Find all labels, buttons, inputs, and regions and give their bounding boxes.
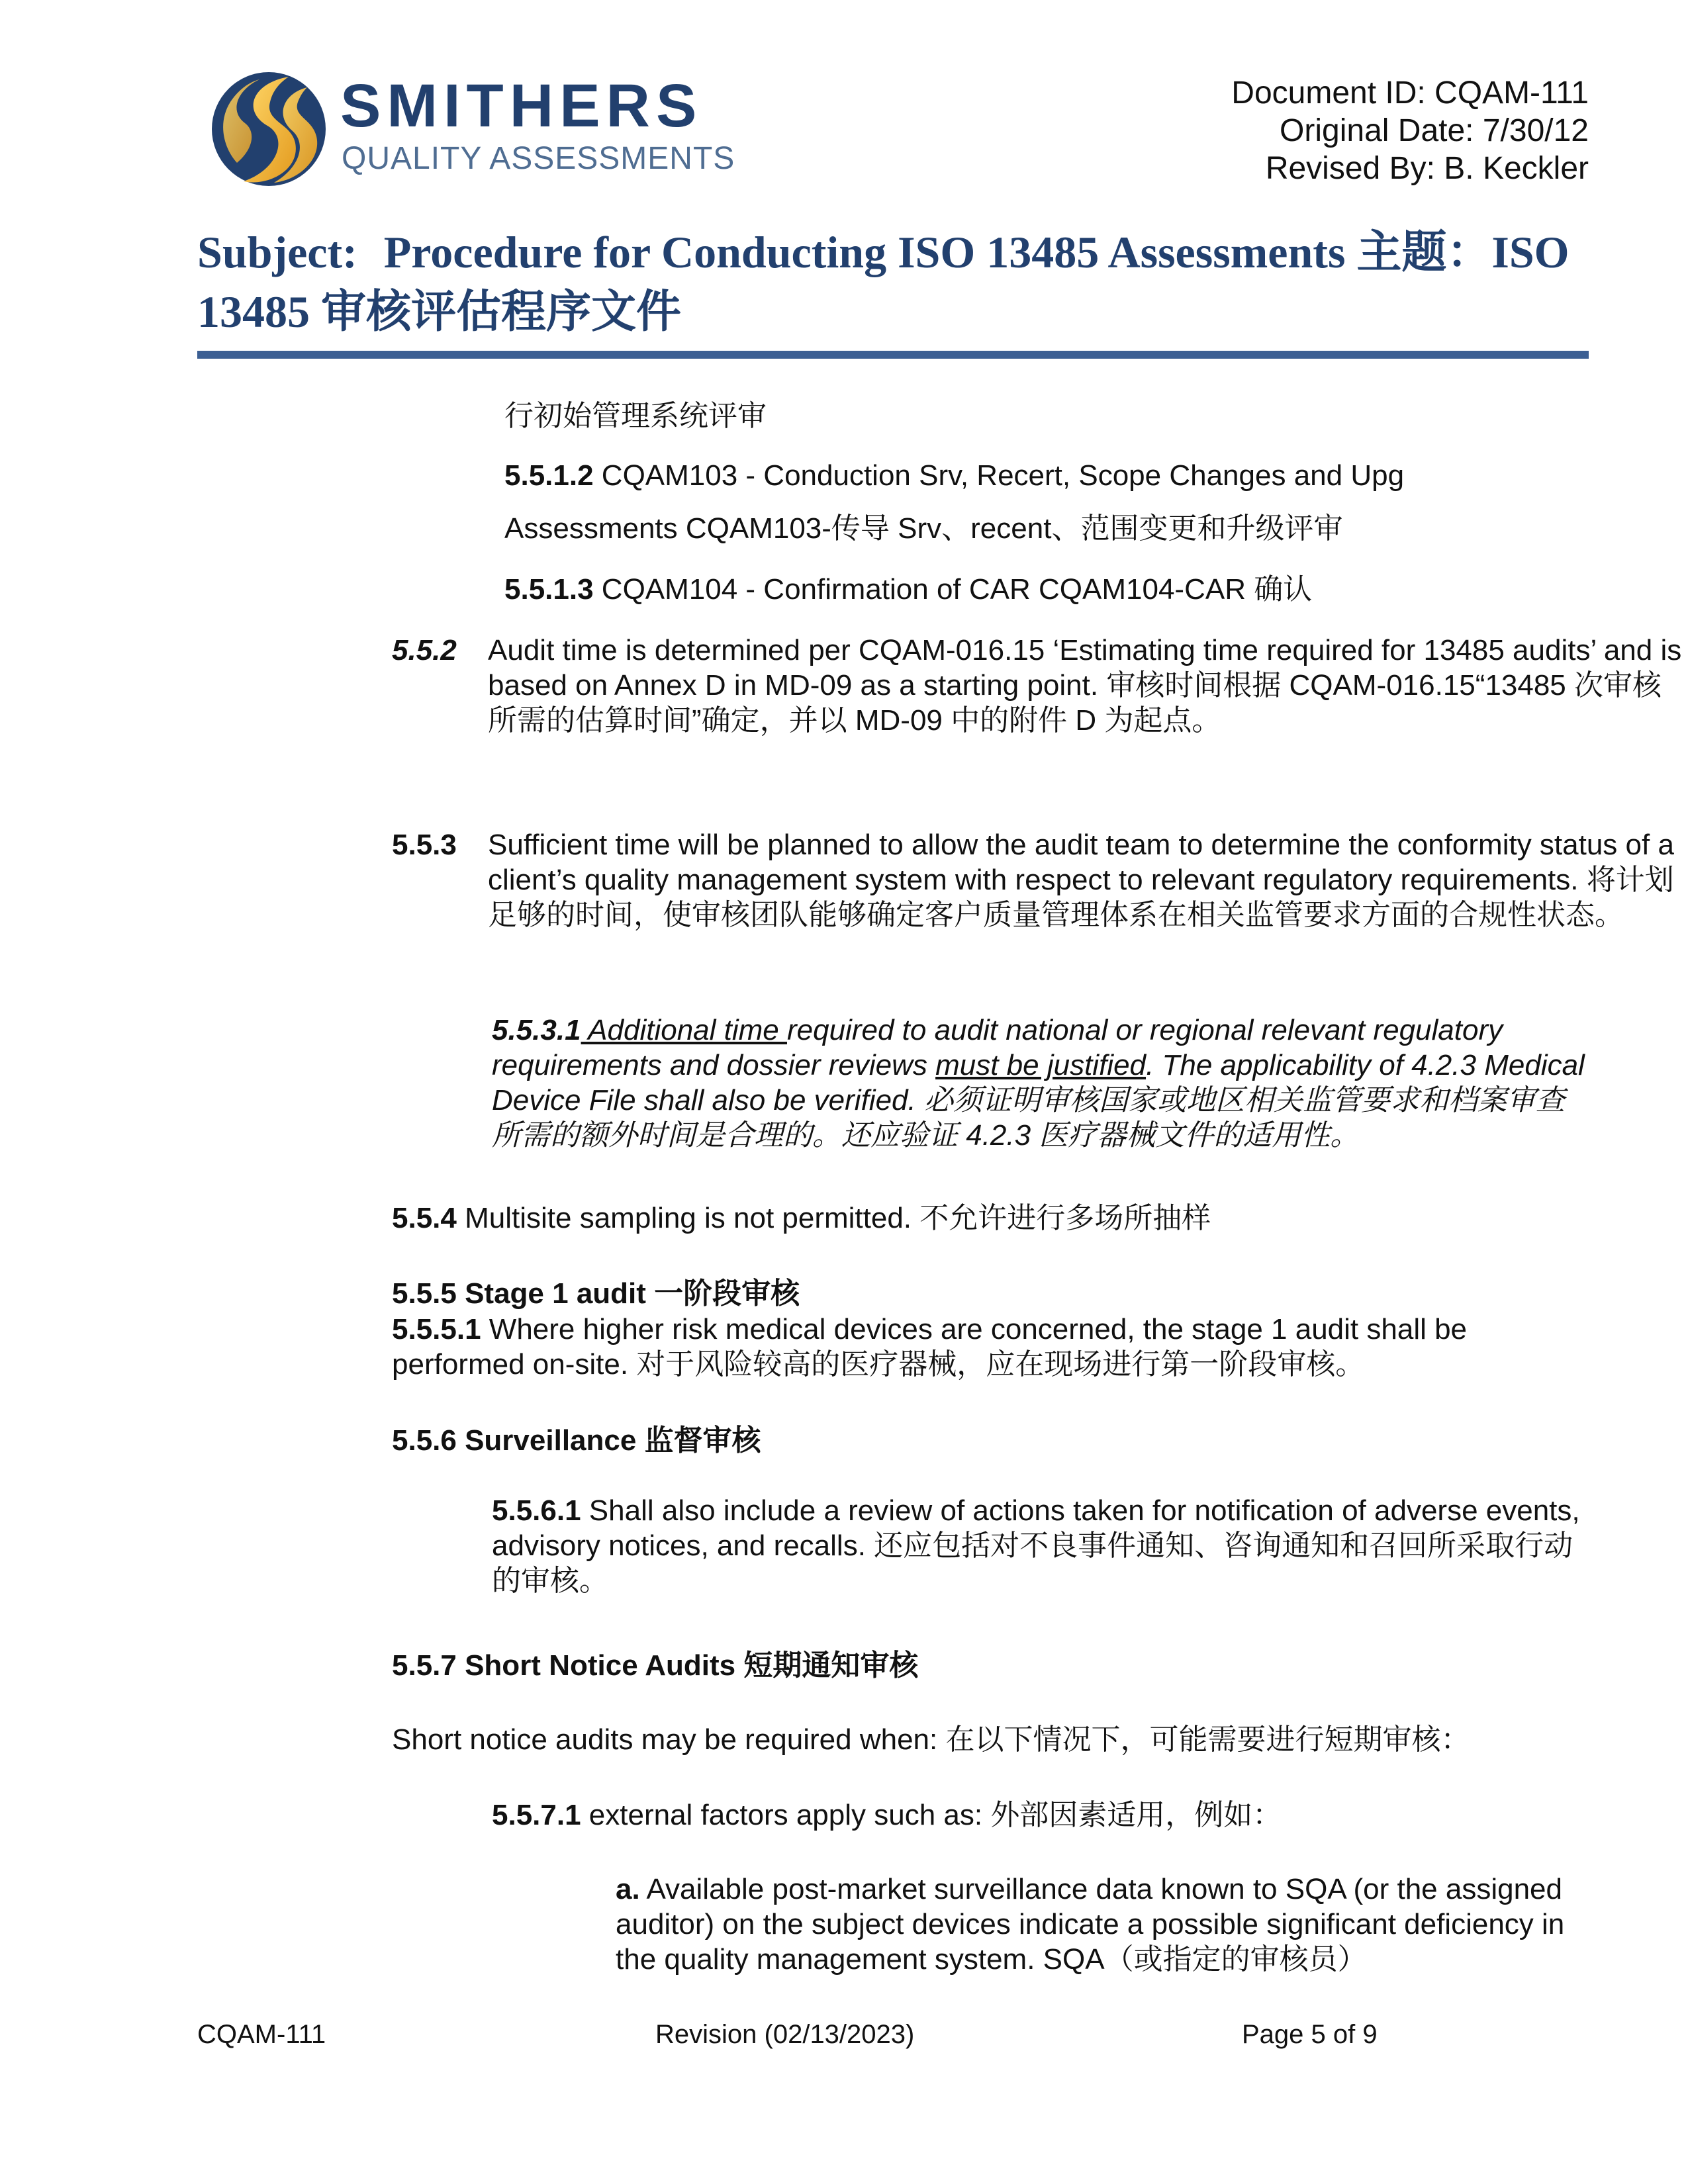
section-5-5-7-heading: 5.5.7 Short Notice Audits 短期通知审核	[392, 1649, 919, 1682]
section-number: 5.5.3.1	[492, 1014, 581, 1046]
logo-name: SMITHERS	[340, 72, 703, 140]
document-meta	[1231, 74, 1589, 187]
section-text: external factors apply such as: 外部因素适用，例如：	[581, 1799, 1282, 1831]
list-item-text: Available post-market surveillance data known to SQA (or the assigned auditor) on the subject devices indicate a possible significant deficiency in the quality management system. SQA（或指定的审核员）	[616, 1873, 1565, 1976]
company-logo	[211, 70, 780, 188]
section-5-5-3-1	[492, 1013, 1591, 1153]
section-5-5-5-1	[392, 1312, 1590, 1382]
footer-page-number: Page 5 of 9	[1242, 2020, 1378, 2049]
list-item-label: a.	[616, 1873, 640, 1905]
section-5-5-4	[392, 1201, 1211, 1236]
section-5-5-2	[392, 633, 1686, 738]
section-5-5-3	[392, 827, 1686, 933]
section-text: Shall also include a review of actions taken for notification of adverse events, advisory notices, and recalls. 还应包括对不良事件通知、咨询通知和召回所采取行动的审核。	[492, 1494, 1580, 1597]
header-divider	[197, 351, 1589, 359]
section-5-5-1-2-line-1	[504, 458, 1404, 493]
section-text: CQAM104 - Confirmation of CAR CQAM104-CAR 确认	[593, 573, 1313, 606]
footer-revision: Revision (02/13/2023)	[655, 2020, 915, 2049]
section-number: 5.5.3	[392, 829, 457, 861]
section-5-5-6-heading: 5.5.6 Surveillance 监督审核	[392, 1424, 761, 1457]
original-date: Original Date: 7/30/12	[1280, 113, 1589, 148]
section-number: 5.5.1.2	[504, 459, 594, 492]
emphasis-additional-time: Additional time	[581, 1014, 787, 1046]
section-5-5-1-3	[504, 572, 1312, 607]
section-number: 5.5.2	[392, 634, 457, 666]
section-5-5-6-1	[492, 1493, 1591, 1598]
section-number: 5.5.6.1	[492, 1494, 581, 1527]
list-item-a	[616, 1872, 1592, 1977]
section-text: Where higher risk medical devices are concerned, the stage 1 audit shall be performed on-site. 对于风险较高的医疗器械，应在现场进行第一阶段审核。	[392, 1313, 1468, 1381]
section-number: 5.5.7.1	[492, 1799, 581, 1831]
subject-label: Subject:	[197, 227, 357, 277]
section-number: 5.5.4	[392, 1202, 457, 1234]
section-number: 5.5.5.1	[392, 1313, 481, 1345]
section-text: required to audit national or regional relevant regulatory requirements and dossier reviews	[492, 1014, 1503, 1081]
section-text: CQAM103 - Conduction Srv, Recert, Scope Changes and Upg	[593, 459, 1405, 492]
section-5-5-7-1	[492, 1797, 1282, 1833]
revised-by: Revised By: B. Keckler	[1265, 151, 1589, 186]
section-5-5-1-2-line-2: Assessments CQAM103-传导 Srv、recent、范围变更和升级评审	[504, 512, 1343, 545]
logo-subtitle: QUALITY ASSESSMENTS	[342, 141, 735, 176]
section-number: 5.5.1.3	[504, 573, 594, 606]
continuation-line: 行初始管理系统评审	[504, 400, 767, 432]
section-text: Sufficient time will be planned to allow the audit team to determine the conformity status of a client’s quality management system with respect to relevant regulatory requirements. 将计划足够的时间，使审核团队能够确定客户质量管理体系在相关监管要求方面的合规性状态。	[488, 829, 1674, 931]
section-text: Audit time is determined per CQAM-016.15 ‘Estimating time required for 13485 audits’ and is based on Annex D in MD-09 as a starting point. 审核时间根据 CQAM-016.15“13485 次审核所需的估算时间”确定，并以 MD-09 中的附件 D 为起点。	[488, 634, 1682, 737]
footer-doc-code: CQAM-111	[197, 2020, 326, 2049]
emphasis-must-be-justified: must be justified	[935, 1049, 1147, 1081]
section-text: Multisite sampling is not permitted. 不允许进行多场所抽样	[456, 1202, 1211, 1234]
document-id: Document ID: CQAM-111	[1231, 75, 1589, 111]
logo-emblem-icon	[211, 70, 330, 188]
page-title	[197, 222, 1587, 341]
section-text: . The applicability of 4.2.3 Medical Device File shall also be verified. 必须证明审核国家或地区相关监管要求和档案审查所需的额外时间是合理的。还应验证 4.2.3 医疗器械文件的适用性。	[492, 1049, 1585, 1152]
subject-text: Procedure for Conducting ISO 13485 Assessments 主题：ISO 13485 审核评估程序文件	[197, 227, 1570, 337]
section-5-5-7-intro: Short notice audits may be required when: 在以下情况下，可能需要进行短期审核：	[392, 1723, 1470, 1756]
section-5-5-5-heading: 5.5.5 Stage 1 audit 一阶段审核	[392, 1277, 800, 1310]
